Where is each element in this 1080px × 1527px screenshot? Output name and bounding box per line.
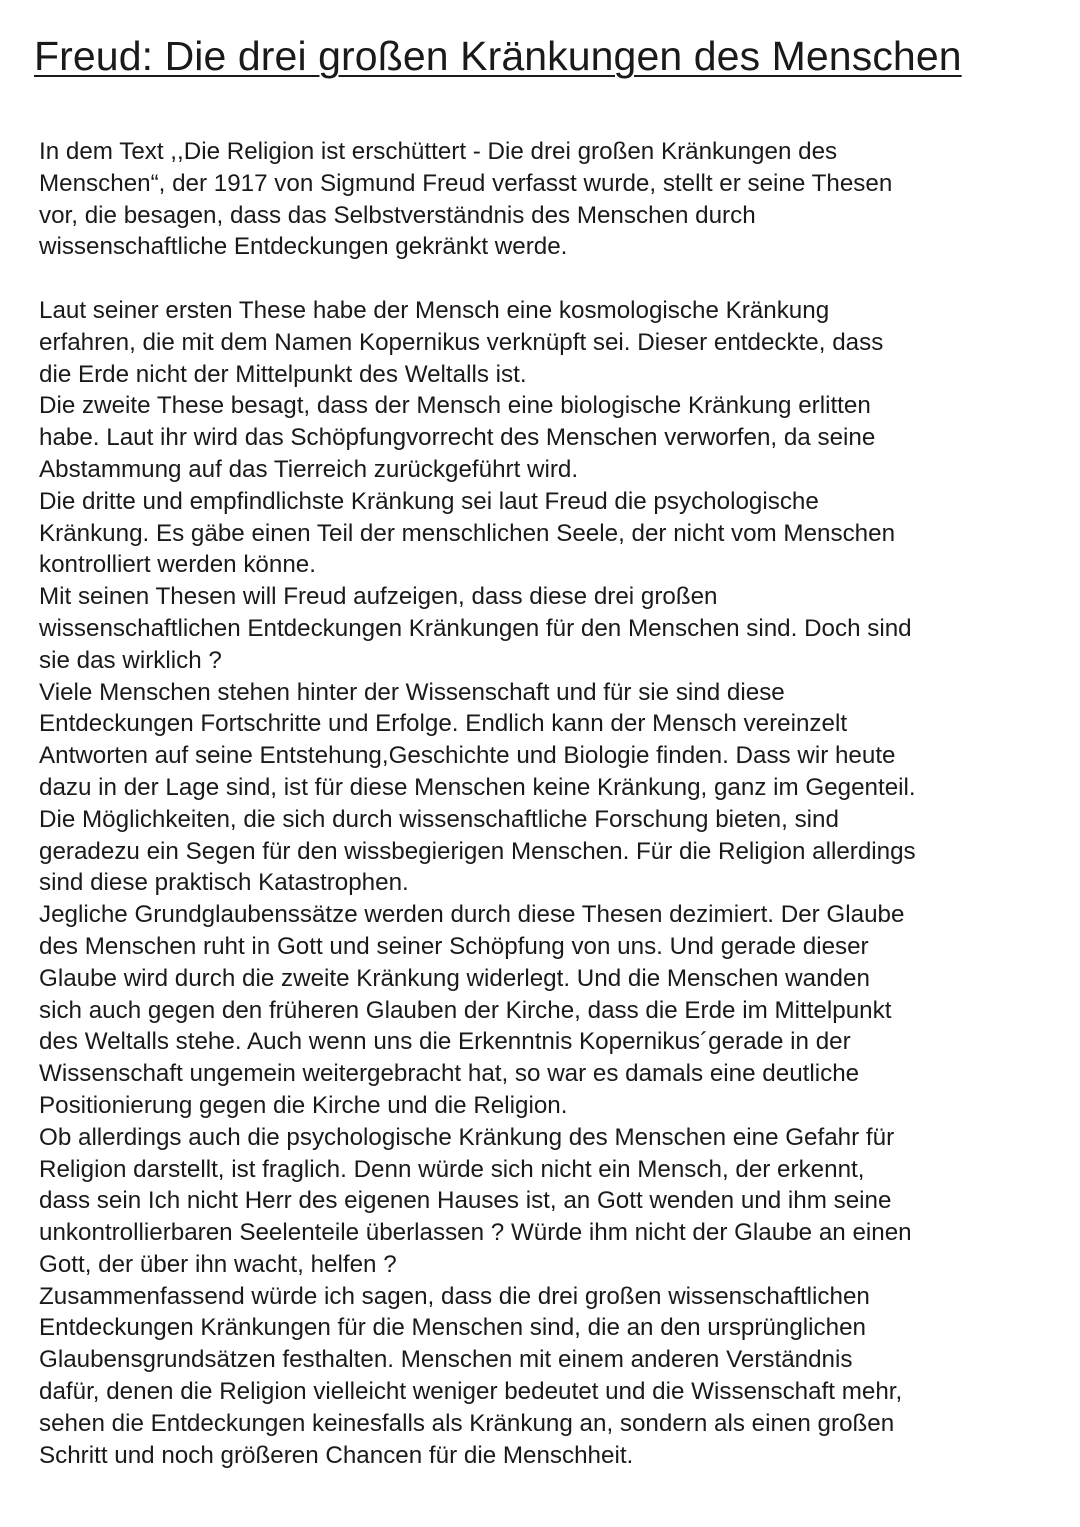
text-line: des Menschen ruht in Gott und seiner Schöpfung von uns. Und gerade dieser: [39, 932, 869, 960]
text-line: habe. Laut ihr wird das Schöpfungvorrecht des Menschen verworfen, da seine: [39, 424, 876, 452]
text-line: Viele Menschen stehen hinter der Wissenschaft und für sie sind diese: [39, 678, 785, 706]
paragraph-spacer: [39, 263, 1054, 295]
paragraph-third-thesis: [39, 486, 1054, 581]
text-line: Gott, der über ihn wacht, helfen ?: [39, 1250, 397, 1278]
paragraph-freud-aim: [39, 581, 1054, 676]
text-line: Glaubensgrundsätzen festhalten. Menschen mit einem anderen Verständnis: [39, 1346, 853, 1374]
text-line: vor, die besagen, dass das Selbstverständnis des Menschen durch: [39, 201, 756, 229]
text-line: Abstammung auf das Tierreich zurückgeführt wird.: [39, 455, 579, 483]
page-title: Freud: Die drei großen Kränkungen des Menschen: [34, 33, 962, 79]
text-line: Entdeckungen Kränkungen für die Menschen sind, die an den ursprünglichen: [39, 1314, 866, 1342]
text-line: erfahren, die mit dem Namen Kopernikus verknüpft sei. Dieser entdeckte, dass: [39, 328, 884, 356]
paragraph-intro: [39, 136, 1054, 263]
text-line: Religion darstellt, ist fraglich. Denn würde sich nicht ein Mensch, der erkennt,: [39, 1155, 865, 1183]
text-line: Die Möglichkeiten, die sich durch wissenschaftliche Forschung bieten, sind: [39, 805, 839, 833]
text-line: Die dritte und empfindlichste Kränkung sei laut Freud die psychologische: [39, 487, 819, 515]
text-line: sich auch gegen den früheren Glauben der Kirche, dass die Erde im Mittelpunkt: [39, 996, 892, 1024]
paragraph-religion-view: [39, 899, 1054, 1122]
paragraph-conclusion: [39, 1281, 1054, 1472]
text-line: geradezu ein Segen für den wissbegierigen Menschen. Für die Religion allerdings: [39, 837, 916, 865]
text-line: Antworten auf seine Entstehung,Geschichte und Biologie finden. Dass wir heute: [39, 742, 896, 770]
text-line: Entdeckungen Fortschritte und Erfolge. Endlich kann der Mensch vereinzelt: [39, 710, 848, 738]
paragraph-first-thesis: [39, 295, 1054, 390]
text-line: des Weltalls stehe. Auch wenn uns die Erkenntnis Kopernikus´gerade in der: [39, 1028, 851, 1056]
document-body: [39, 136, 1054, 1471]
text-line: Jegliche Grundglaubenssätze werden durch diese Thesen dezimiert. Der Glaube: [39, 901, 905, 929]
text-line: Mit seinen Thesen will Freud aufzeigen, dass diese drei großen: [39, 583, 718, 611]
text-line: Wissenschaft ungemein weitergebracht hat, so war es damals eine deutliche: [39, 1060, 860, 1088]
text-line: dass sein Ich nicht Herr des eigenen Hauses ist, an Gott wenden und ihm seine: [39, 1187, 892, 1215]
text-line: Positionierung gegen die Kirche und die Religion.: [39, 1091, 568, 1119]
paragraph-science-view: [39, 677, 1054, 900]
text-line: Kränkung. Es gäbe einen Teil der menschlichen Seele, der nicht vom Menschen: [39, 519, 896, 547]
text-line: Schritt und noch größeren Chancen für die Menschheit.: [39, 1441, 634, 1469]
text-line: sind diese praktisch Katastrophen.: [39, 869, 409, 897]
text-line: sehen die Entdeckungen keinesfalls als Kränkung an, sondern als einen großen: [39, 1409, 895, 1437]
text-line: Zusammenfassend würde ich sagen, dass die drei großen wissenschaftlichen: [39, 1282, 870, 1310]
text-line: Die zweite These besagt, dass der Mensch eine biologische Kränkung erlitten: [39, 392, 871, 420]
paragraph-second-thesis: [39, 390, 1054, 485]
text-line: In dem Text ,,Die Religion ist erschüttert - Die drei großen Kränkungen des: [39, 138, 838, 165]
text-line: kontrolliert werden könne.: [39, 551, 316, 579]
text-line: wissenschaftliche Entdeckungen gekränkt werde.: [39, 233, 568, 261]
text-line: Ob allerdings auch die psychologische Kränkung des Menschen eine Gefahr für: [39, 1123, 895, 1151]
text-line: dazu in der Lage sind, ist für diese Menschen keine Kränkung, ganz im Gegenteil.: [39, 773, 916, 801]
text-line: unkontrollierbaren Seelenteile überlassen ? Würde ihm nicht der Glaube an einen: [39, 1219, 912, 1247]
paragraph-psychological-question: [39, 1122, 1054, 1281]
text-line: sie das wirklich ?: [39, 646, 222, 674]
text-line: dafür, denen die Religion vielleicht weniger bedeutet und die Wissenschaft mehr,: [39, 1378, 903, 1406]
text-line: wissenschaftlichen Entdeckungen Kränkungen für den Menschen sind. Doch sind: [39, 614, 912, 642]
text-line: Glaube wird durch die zweite Kränkung widerlegt. Und die Menschen wanden: [39, 964, 870, 992]
text-line: die Erde nicht der Mittelpunkt des Weltalls ist.: [39, 360, 527, 388]
text-line: Laut seiner ersten These habe der Mensch eine kosmologische Kränkung: [39, 296, 830, 324]
text-line: Menschen“, der 1917 von Sigmund Freud verfasst wurde, stellt er seine Thesen: [39, 169, 893, 197]
